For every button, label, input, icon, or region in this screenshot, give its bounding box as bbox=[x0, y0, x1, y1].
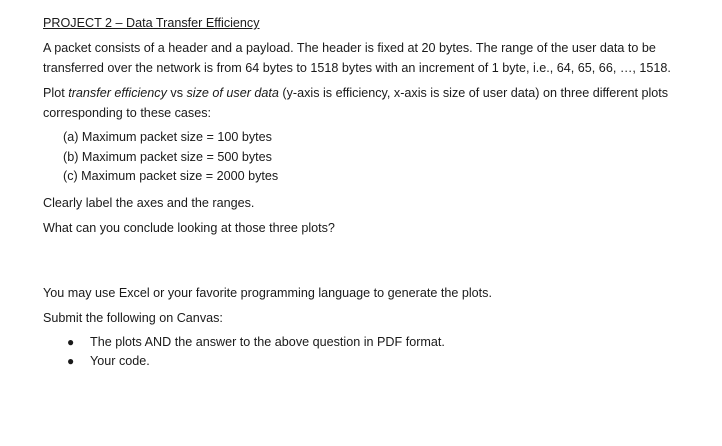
question-text: What can you conclude looking at those three plots? bbox=[43, 220, 335, 235]
plot-instruction-em-efficiency: transfer efficiency bbox=[68, 86, 167, 100]
tools-note: You may use Excel or your favorite programming language to generate the plots. bbox=[43, 285, 492, 300]
case-item: (b) Maximum packet size = 500 bytes bbox=[63, 149, 272, 164]
submit-item-text: Your code. bbox=[90, 354, 150, 368]
submit-list bbox=[43, 333, 703, 372]
submit-item bbox=[43, 352, 703, 372]
plot-instruction-prefix: Plot bbox=[43, 86, 69, 100]
cases-list bbox=[43, 128, 703, 187]
bullet-icon: ● bbox=[67, 354, 75, 368]
bullet-icon: ● bbox=[67, 334, 75, 349]
case-item: (a) Maximum packet size = 100 bytes bbox=[63, 130, 272, 144]
document bbox=[43, 13, 703, 372]
project-title: PROJECT 2 – Data Transfer Efficiency bbox=[43, 16, 260, 30]
plot-instruction-mid: vs bbox=[166, 86, 187, 100]
case-item: (c) Maximum packet size = 2000 bytes bbox=[63, 169, 279, 183]
spacer bbox=[43, 243, 703, 283]
submit-item bbox=[43, 333, 703, 353]
plot-instruction-suffix: (y-axis is efficiency, x-axis is size of user data) on three different plots corresponding to these cases: bbox=[43, 86, 669, 120]
submit-heading: Submit the following on Canvas: bbox=[43, 310, 223, 325]
plot-instruction-paragraph bbox=[43, 83, 703, 123]
intro-paragraph: A packet consists of a header and a payload. The header is fixed at 20 bytes. The range of the user data to be transferred over the network is from 64 bytes to 1518 bytes with an increment of 1 byte, i.e., 64, 65, 66, …, 1518. bbox=[43, 41, 671, 75]
submit-item-text: The plots AND the answer to the above question in PDF format. bbox=[90, 334, 445, 349]
label-instruction: Clearly label the axes and the ranges. bbox=[43, 195, 255, 210]
plot-instruction-em-size: size of user data bbox=[186, 86, 279, 100]
